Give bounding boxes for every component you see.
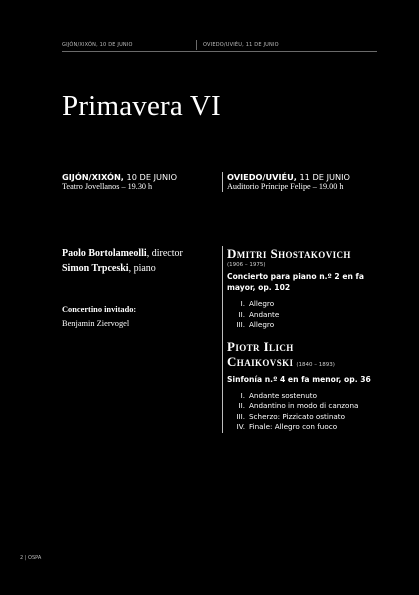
running-header	[62, 40, 377, 52]
performer-conductor	[62, 246, 212, 261]
venue-date: 11 DE JUNIO	[296, 172, 350, 182]
venue-city: OVIEDO/UVIÉU,	[227, 172, 297, 182]
movement-number: IV.	[236, 422, 245, 431]
header-rule	[62, 51, 377, 52]
page-title: Primavera VI	[62, 90, 221, 122]
work-title: Sinfonía n.º 4 en fa menor, op. 36	[227, 374, 371, 384]
movement-number: I.	[240, 390, 245, 400]
venue-gijon	[62, 172, 177, 192]
movement-title: Allegro	[249, 320, 275, 329]
movement-list	[227, 299, 387, 331]
concertino-name: Benjamin Ziervogel	[62, 319, 130, 328]
composer-years: (1840 – 1893)	[296, 361, 335, 368]
venue-date-line	[227, 172, 350, 182]
movement-item	[227, 412, 387, 423]
performer-name: Simon Trpceski	[62, 263, 129, 274]
header-left-date: GIJÓN/XIXÓN, 10 DE JUNIO	[62, 42, 133, 48]
performer-name: Paolo Bortolameolli	[62, 248, 147, 259]
program-item	[227, 246, 387, 331]
movement-title: Andantino in modo di canzona	[249, 401, 359, 410]
venue-date: 10 DE JUNIO	[123, 172, 178, 182]
performer-role: , piano	[128, 263, 156, 274]
movement-number: II.	[238, 401, 245, 410]
movement-title: Andante	[249, 309, 280, 319]
movement-list	[227, 391, 387, 433]
composer-name: Dmitri Shostakovich	[227, 246, 351, 261]
venue-date-line	[62, 172, 177, 182]
performers-column	[62, 246, 212, 329]
movement-number: I.	[240, 299, 245, 308]
concertino-heading: Concertino invitado:	[62, 305, 137, 314]
composer-name-line1: Piotr Ilich	[227, 338, 294, 354]
header-right-date: OVIEDO/UVIÉU, 11 DE JUNIO	[196, 40, 279, 50]
venue-place: Teatro Jovellanos – 19.30 h	[62, 182, 153, 191]
performer-soloist	[62, 261, 212, 276]
movement-item	[227, 401, 387, 412]
composer-name-line2	[227, 354, 387, 373]
venue-city: GIJÓN/XIXÓN,	[62, 172, 124, 182]
movement-item	[227, 320, 387, 331]
work-title: Concierto para piano n.º 2 en fa mayor, op. 102	[227, 272, 364, 292]
movement-number: III.	[236, 411, 245, 421]
movement-item	[227, 299, 387, 310]
program-item	[227, 339, 387, 433]
composer-surname: Chaikovski	[227, 353, 294, 369]
movement-title: Finale: Allegro con fuoco	[249, 422, 338, 431]
venue-place: Auditorio Príncipe Felipe – 19.00 h	[227, 182, 344, 191]
page-folio: 2 | OSPA	[20, 555, 42, 561]
venue-oviedo	[222, 172, 350, 192]
program-column	[222, 246, 387, 433]
movement-item	[227, 391, 387, 402]
movement-number: III.	[236, 320, 245, 329]
performer-role: , director	[146, 248, 183, 259]
movement-title: Allegro	[249, 299, 275, 308]
composer-years: (1906 – 1975)	[227, 262, 266, 268]
movement-item	[227, 422, 387, 433]
movement-title: Scherzo: Pizzicato ostinato	[249, 411, 346, 421]
movement-title: Andante sostenuto	[249, 390, 317, 400]
movement-item	[227, 310, 387, 321]
movement-number: II.	[238, 309, 245, 319]
